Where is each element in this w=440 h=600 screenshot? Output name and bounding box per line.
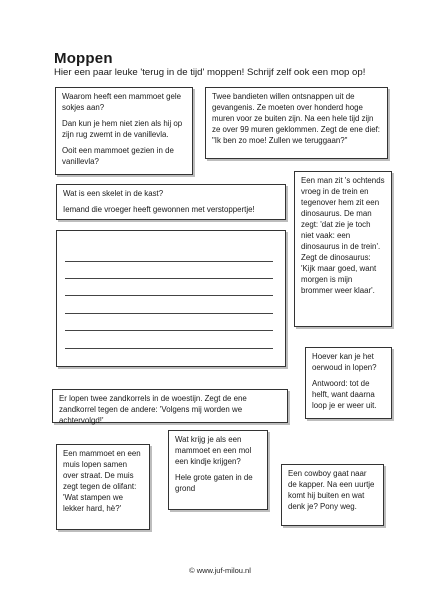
joke-answer: Iemand die vroeger heeft gewonnen met verstoppertje! — [63, 205, 255, 214]
writing-line — [65, 330, 273, 331]
joke-box-mole — [168, 430, 268, 510]
joke-box-mouse — [56, 444, 150, 530]
joke-text: Een mammoet en een muis lopen samen over straat. De muis zegt tegen de olifant: 'Wat stampen we lekker hard, hè?' — [63, 449, 141, 513]
joke-question: Waarom heeft een mammoet gele sokjes aan? — [62, 92, 181, 112]
writing-line — [65, 295, 273, 296]
joke-answer: Hele grote gaten in de grond — [175, 473, 253, 493]
footer-credit: © www.juf-milou.nl — [189, 566, 251, 575]
joke-box-dinosaur — [294, 171, 392, 327]
writing-area[interactable] — [56, 230, 286, 367]
joke-question: Hoever kan je het oerwoud in lopen? — [312, 352, 377, 372]
joke-box-mammoth — [55, 87, 193, 175]
joke-text: Twee bandieten willen ontsnappen uit de gevangenis. Ze moeten over honderd hoge muren voor ze buiten zijn. Na een hele tijd zijn ze over 99 muren geklommen. Zegt de ene dief: "Ik ben zo moe! Zullen we teruggaan?" — [212, 92, 380, 145]
joke-box-skeleton — [56, 184, 286, 220]
joke-text: Er lopen twee zandkorrels in de woestijn. Zegt de ene zandkorrel tegen de andere: 'Volgens mij worden we achtervolgd!' — [59, 394, 247, 425]
joke-question: Wat krijg je als een mammoet en een mol een kindje krijgen? — [175, 435, 252, 466]
joke-followup: Ooit een mammoet gezien in de vanillevla? — [62, 146, 174, 166]
intro-text: Hier een paar leuke 'terug in de tijd' moppen! Schrijf zelf ook een mop op! — [54, 67, 366, 78]
joke-text: Een cowboy gaat naar de kapper. Na een uurtje komt hij buiten en wat denk je? Pony weg. — [288, 469, 375, 511]
joke-question: Wat is een skelet in de kast? — [63, 189, 164, 198]
joke-box-cowboy — [281, 464, 384, 526]
joke-box-sand-grains — [52, 389, 288, 423]
page-title: Moppen — [54, 50, 113, 67]
writing-line — [65, 278, 273, 279]
joke-answer: Antwoord: tot de helft, want daarna loop je er weer uit. — [312, 379, 377, 410]
joke-box-primeval-forest — [305, 347, 392, 419]
writing-line — [65, 261, 273, 262]
writing-line — [65, 348, 273, 349]
writing-line — [65, 313, 273, 314]
joke-box-bandits — [205, 87, 388, 159]
joke-answer: Dan kun je hem niet zien als hij op zijn rug zwemt in de vanillevla. — [62, 119, 183, 139]
joke-text: Een man zit 's ochtends vroeg in de trein en tegenover hem zit een dinosaurus. De man zegt: 'dat zie je toch niet vaak: een dinosaurus in de trein'. Zegt de dinosaurus: 'Kijk maar goed, want morgen is mijn brommer weer klaar'. — [301, 176, 385, 295]
